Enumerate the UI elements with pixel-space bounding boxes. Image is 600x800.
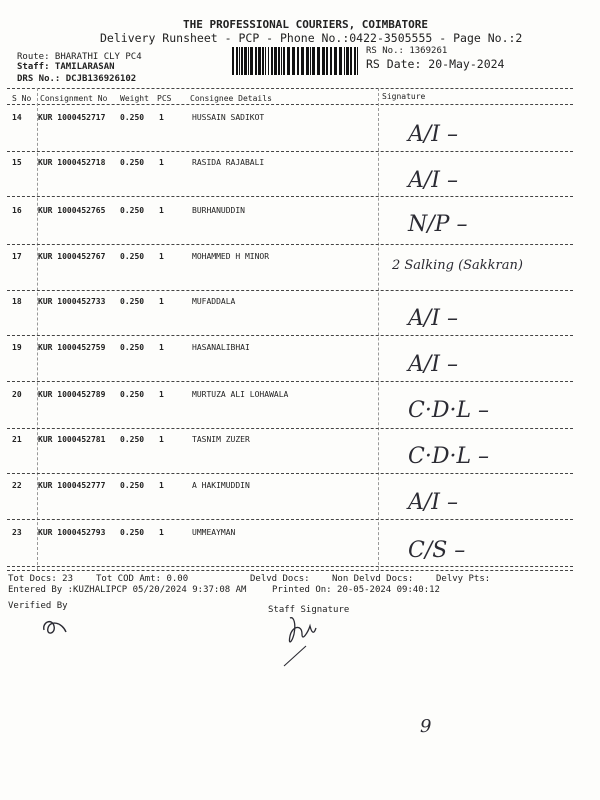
entered-by: Entered By :KUZHALIPCP 05/20/2024 9:37:08 AM — [8, 585, 247, 595]
header-bottom-rule — [7, 104, 573, 105]
row-consignee: MUFADDALA — [192, 297, 236, 306]
row-separator — [7, 151, 573, 152]
non-delivered-docs: Non Delvd Docs: — [332, 574, 414, 584]
row-consignment-no: KUR 1000452767 — [38, 252, 106, 261]
row-sno: 20 — [12, 390, 22, 399]
row-consignee: A HAKIMUDDIN — [192, 481, 250, 490]
staff-signature-image — [280, 612, 328, 668]
col-header-consignee: Consignee Details — [190, 94, 272, 103]
row-consignment-no: KUR 1000452777 — [38, 481, 106, 490]
row-pcs: 1 — [159, 297, 164, 306]
row-signature: 2 Salking (Sakkran) — [392, 258, 523, 273]
document-subtitle: Delivery Runsheet - PCP - Phone No.:0422-3505555 - Page No.:2 — [100, 31, 523, 45]
row-consignment-no: KUR 1000452717 — [38, 113, 106, 122]
col-header-consignment: Consignment No — [40, 94, 108, 103]
row-consignment-no: KUR 1000452789 — [38, 390, 106, 399]
row-consignee: TASNIM ZUZER — [192, 435, 250, 444]
row-pcs: 1 — [159, 390, 164, 399]
row-sno: 17 — [12, 252, 22, 261]
footer-rule — [7, 570, 573, 571]
row-pcs: 1 — [159, 206, 164, 215]
staff-label: Staff: TAMILARASAN — [17, 62, 115, 72]
row-consignment-no: KUR 1000452793 — [38, 528, 106, 537]
col-header-sno: S No — [12, 94, 32, 103]
row-pcs: 1 — [159, 528, 164, 537]
col-header-pcs: PCS — [157, 94, 172, 103]
row-signature: C·D·L – — [408, 444, 490, 469]
tot-docs: Tot Docs: 23 — [8, 574, 74, 584]
barcode-image — [232, 47, 360, 75]
delivery-points: Delvy Pts: — [436, 574, 491, 584]
row-pcs: 1 — [159, 113, 164, 122]
row-consignment-no: KUR 1000452759 — [38, 343, 106, 352]
row-sno: 19 — [12, 343, 22, 352]
row-consignment-no: KUR 1000452781 — [38, 435, 106, 444]
row-pcs: 1 — [159, 481, 164, 490]
row-consignee: HASANALIBHAI — [192, 343, 250, 352]
row-separator — [7, 196, 573, 197]
staff-signature-label: Staff Signature — [268, 605, 350, 615]
row-signature: C·D·L – — [408, 398, 490, 423]
row-consignee: MOHAMMED H MINOR — [192, 252, 270, 261]
row-separator — [7, 335, 573, 336]
row-separator — [7, 428, 573, 429]
row-signature: A/I – — [408, 490, 458, 515]
row-sno: 16 — [12, 206, 22, 215]
row-signature: N/P – — [408, 212, 468, 237]
row-signature: A/I – — [408, 122, 458, 147]
row-separator — [7, 566, 573, 567]
col-header-weight: Weight — [120, 94, 149, 103]
row-signature: A/I – — [408, 352, 458, 377]
row-sno: 14 — [12, 113, 22, 122]
row-consignee: HUSSAIN SADIKOT — [192, 113, 265, 122]
row-weight: 0.250 — [120, 343, 145, 352]
row-consignment-no: KUR 1000452733 — [38, 297, 106, 306]
row-sno: 21 — [12, 435, 22, 444]
row-weight: 0.250 — [120, 206, 145, 215]
row-signature: A/I – — [408, 306, 458, 331]
row-pcs: 1 — [159, 252, 164, 261]
col-header-signature: Signature — [382, 92, 426, 101]
row-weight: 0.250 — [120, 113, 145, 122]
row-pcs: 1 — [159, 343, 164, 352]
row-consignee: BURHANUDDIN — [192, 206, 245, 215]
row-separator — [7, 519, 573, 520]
row-separator — [7, 290, 573, 291]
row-pcs: 1 — [159, 435, 164, 444]
drs-number: DRS No.: DCJB136926102 — [17, 74, 137, 84]
rs-date: RS Date: 20-May-2024 — [366, 57, 505, 71]
row-sno: 15 — [12, 158, 22, 167]
row-separator — [7, 381, 573, 382]
page-mark: 9 — [420, 716, 432, 737]
verified-by-label: Verified By — [8, 601, 68, 611]
verifier-signature-image — [36, 612, 76, 640]
row-pcs: 1 — [159, 158, 164, 167]
row-consignment-no: KUR 1000452718 — [38, 158, 106, 167]
row-separator — [7, 244, 573, 245]
row-weight: 0.250 — [120, 435, 145, 444]
row-signature: C/S – — [408, 538, 466, 563]
row-separator — [7, 473, 573, 474]
delivered-docs: Delvd Docs: — [250, 574, 310, 584]
row-sno: 18 — [12, 297, 22, 306]
header-top-rule — [7, 88, 573, 89]
col-divider — [378, 88, 379, 570]
row-weight: 0.250 — [120, 252, 145, 261]
row-weight: 0.250 — [120, 390, 145, 399]
row-signature: A/I – — [408, 168, 458, 193]
row-consignee: RASIDA RAJABALI — [192, 158, 265, 167]
row-weight: 0.250 — [120, 297, 145, 306]
route-label: Route: BHARATHI CLY PC4 — [17, 52, 142, 62]
row-weight: 0.250 — [120, 528, 145, 537]
row-weight: 0.250 — [120, 481, 145, 490]
tot-cod-amount: Tot COD Amt: 0.00 — [96, 574, 189, 584]
rs-number: RS No.: 1369261 — [366, 46, 448, 56]
row-sno: 23 — [12, 528, 22, 537]
row-consignee: UMMEAYMAN — [192, 528, 236, 537]
printed-on: Printed On: 20-05-2024 09:40:12 — [272, 585, 440, 595]
row-consignment-no: KUR 1000452765 — [38, 206, 106, 215]
document-title: THE PROFESSIONAL COURIERS, COIMBATORE — [183, 18, 429, 31]
row-consignee: MURTUZA ALI LOHAWALA — [192, 390, 289, 399]
row-weight: 0.250 — [120, 158, 145, 167]
row-sno: 22 — [12, 481, 22, 490]
